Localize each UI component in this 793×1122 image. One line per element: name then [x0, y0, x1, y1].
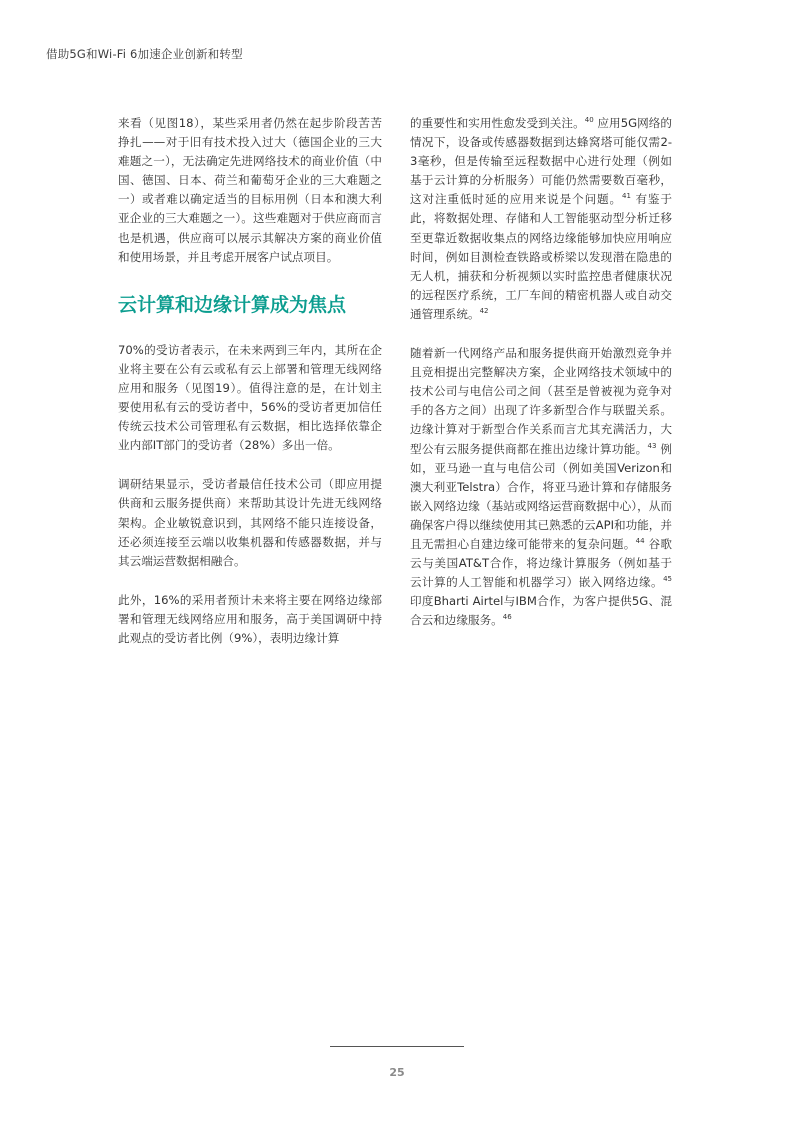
body-paragraph: 70%的受访者表示，在未来两到三年内，其所在企业将主要在公有云或私有云上部署和管理无线网络应用和服务（见图19）。值得注意的是，在计划主要使用私有云的受访者中，56%的受访者更加信任传统云技术公司管理私有云数据，相比选择依靠企业内部IT部门的受访者（28%）多出一倍。 — [118, 342, 382, 453]
left-column — [118, 114, 382, 668]
section-heading: 云计算和边缘计算成为焦点 — [118, 293, 347, 316]
footnote-ref[interactable]: 46 — [502, 613, 512, 622]
right-column — [410, 114, 672, 650]
page-number: 25 — [389, 1066, 405, 1079]
footnote-ref[interactable]: 45 — [663, 575, 672, 584]
body-paragraph — [410, 344, 672, 630]
body-paragraph: 来看（见图18），某些采用者仍然在起步阶段苦苦挣扎——对于旧有技术投入过大（德国企业的三大难题之一），无法确定先进网络技术的商业价值（中国、德国、日本、荷兰和葡萄牙企业的三大难题之一）或者难以确定适当的目标用例（日本和澳大利亚企业的三大难题之一）。这些难题对于供应商而言也是机遇，供应商可以展示其解决方案的商业价值和使用场景，并且考虑开展客户试点项目。 — [118, 116, 382, 264]
body-paragraph: 调研结果显示，受访者最信任技术公司（即应用提供商和云服务提供商）来帮助其设计先进无线网络架构。企业敏锐意识到，其网络不能只连接设备，还必须连接至云端以收集机器和传感器数据，并与其云端运营数据相融合。 — [118, 477, 382, 568]
footnote-ref[interactable]: 42 — [479, 307, 489, 316]
text-run: 印度Bharti Airtel与IBM合作，为客户提供5G、混合云和边缘服务。 — [410, 594, 672, 628]
body-paragraph: 此外，16%的采用者预计未来将主要在网络边缘部署和管理无线网络应用和服务，高于美国调研中持此观点的受访者比例（9%），表明边缘计算 — [118, 592, 382, 645]
text-run: 应用5G网络的情况下，设备或传感器数据到达蜂窝塔可能仅需2-3毫秒，但是传输至远程数据中心进行处理（例如基于云计算的分析服务）可能仍然需要数百毫秒，这对注重低时延的应用来说是个问题。 — [410, 116, 672, 207]
text-run: 谷歌云与美国AT&T合作，将边缘计算服务（例如基于云计算的人工智能和机器学习）嵌入网络边缘。 — [410, 536, 672, 590]
footer-divider — [330, 1046, 464, 1047]
footnote-ref[interactable]: 43 — [647, 441, 657, 450]
footnote-ref[interactable]: 44 — [635, 537, 645, 546]
footnote-ref[interactable]: 41 — [621, 192, 631, 201]
text-run: 有鉴于此，将数据处理、存储和人工智能驱动型分析迁移至更靠近数据收集点的网络边缘能够加快应用响应时间，例如目测检查铁路或桥梁以发现潜在隐患的无人机，捕获和分析视频以实时监控患者健康状况的远程医疗系统，工厂车间的精密机器人或自动交通管理系统。 — [410, 192, 672, 321]
text-run: 随着新一代网络产品和服务提供商开始激烈竞争并且竞相提出完整解决方案，企业网络技术领域中的技术公司与电信公司之间（甚至是曾被视为竞争对手的各方之间）出现了许多新型合作与联盟关系。边缘计算对于新型合作关系而言尤其充满活力，大型公有云服务提供商都在推出边缘计算功能。 — [410, 346, 672, 456]
running-header: 借助5G和Wi-Fi 6加速企业创新和转型 — [46, 47, 243, 61]
text-run: 的重要性和实用性愈发受到关注。 — [410, 116, 585, 130]
footnote-ref[interactable]: 40 — [584, 116, 594, 125]
body-paragraph — [410, 114, 672, 324]
text-run: 例如，亚马逊一直与电信公司（例如美国Verizon和澳大利亚Telstra）合作，将亚马逊计算和存储服务嵌入网络边缘（基站或网络运营商数据中心），从而确保客户得以继续使用其已熟悉的云API和功能，并且无需担心自建边缘可能带来的复杂问题。 — [410, 441, 672, 551]
